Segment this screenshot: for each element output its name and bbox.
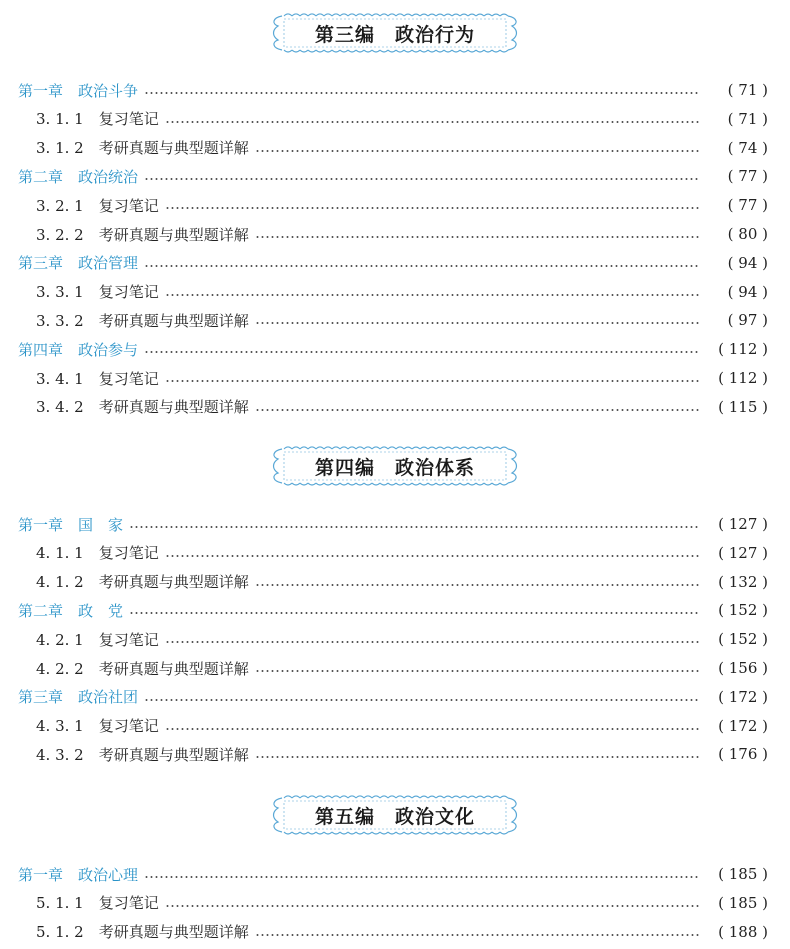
- toc-chapter-row[interactable]: [0, 162, 790, 190]
- toc-chapter-row[interactable]: [0, 510, 790, 538]
- page-number: 71: [738, 109, 758, 128]
- toc-entry-label: 第三章 政治社团: [18, 688, 139, 707]
- toc-section-row[interactable]: [0, 393, 790, 421]
- dot-leader: [255, 584, 700, 586]
- toc-entry-label: 4. 1. 2 考研真题与典型题详解: [36, 573, 249, 592]
- toc-entry-label: 3. 3. 1 复习笔记: [36, 283, 159, 302]
- dot-leader: [255, 322, 700, 324]
- page-number: 185: [728, 865, 758, 883]
- toc-entry-page: ( 185 ): [718, 865, 768, 883]
- page-number: 156: [728, 659, 758, 677]
- dot-leader: [165, 641, 700, 643]
- toc-entry-page: ( 132 ): [718, 572, 768, 591]
- page-number: 172: [728, 716, 758, 735]
- toc-section-row[interactable]: [0, 105, 790, 133]
- part-header: [270, 792, 520, 838]
- toc-section-row[interactable]: [0, 712, 790, 740]
- dot-leader: [255, 150, 700, 152]
- toc-entry-page: ( 172 ): [718, 716, 768, 735]
- toc-section-row[interactable]: [0, 918, 790, 946]
- toc-entry-page: ( 112 ): [718, 369, 768, 387]
- toc-entry-page: ( 152 ): [718, 601, 768, 620]
- toc-entry-page: ( 115 ): [718, 397, 768, 416]
- toc-entry-label: 3. 2. 2 考研真题与典型题详解: [36, 225, 249, 244]
- toc-chapter-row[interactable]: [0, 335, 790, 363]
- toc-section-row[interactable]: [0, 278, 790, 306]
- page-number: 94: [738, 282, 758, 301]
- dot-leader: [165, 905, 700, 907]
- toc-entry-page: ( 127 ): [718, 515, 768, 533]
- toc-entry-page: ( 127 ): [718, 543, 768, 562]
- toc-chapter-row[interactable]: [0, 860, 790, 888]
- toc-entry-page: ( 71 ): [727, 109, 768, 128]
- toc-section-row[interactable]: [0, 568, 790, 596]
- dot-leader: [144, 265, 700, 267]
- toc-entry-page: ( 71 ): [727, 81, 768, 99]
- page-number: 127: [728, 515, 758, 533]
- toc-chapter-row[interactable]: [0, 596, 790, 624]
- dot-leader: [255, 756, 700, 758]
- toc-entry-page: ( 185 ): [718, 893, 768, 912]
- page-number: 97: [738, 311, 758, 330]
- page-number: 176: [728, 745, 758, 764]
- toc-entry-page: ( 188 ): [718, 922, 768, 941]
- toc-entry-label: 3. 4. 1 复习笔记: [36, 369, 159, 388]
- page-number: 94: [738, 253, 758, 272]
- part-title: 第四编 政治体系: [314, 456, 475, 479]
- toc-chapter-row[interactable]: [0, 249, 790, 277]
- dot-leader: [165, 294, 700, 296]
- toc-entry-label: 3. 1. 1 复习笔记: [36, 110, 159, 129]
- dot-leader: [165, 728, 700, 730]
- toc-entry-page: ( 80 ): [727, 225, 768, 243]
- toc-section-row[interactable]: [0, 191, 790, 219]
- part-title: 第三编 政治行为: [314, 23, 475, 46]
- dot-leader: [165, 555, 700, 557]
- dot-leader: [255, 934, 700, 936]
- page-number: 112: [728, 340, 758, 359]
- toc-entry-page: ( 94 ): [727, 253, 768, 272]
- toc-entry-page: ( 156 ): [718, 659, 768, 677]
- toc-section-row[interactable]: [0, 625, 790, 653]
- toc-entry-label: 4. 3. 1 复习笔记: [36, 717, 159, 736]
- toc-section-row[interactable]: [0, 220, 790, 248]
- toc-entry-page: ( 112 ): [718, 340, 768, 359]
- dot-leader: [144, 876, 700, 878]
- toc-entry-page: ( 97 ): [727, 311, 768, 330]
- part-title: 第五编 政治文化: [314, 805, 475, 828]
- page-number: 172: [728, 687, 758, 706]
- page-number: 132: [728, 572, 758, 591]
- toc-entry-page: ( 77 ): [727, 167, 768, 186]
- page-number: 185: [728, 893, 758, 912]
- toc-chapter-row[interactable]: [0, 76, 790, 104]
- dot-leader: [144, 92, 700, 94]
- toc-entry-label: 3. 1. 2 考研真题与典型题详解: [36, 139, 249, 158]
- dot-leader: [165, 121, 700, 123]
- toc-entry-label: 第一章 政治心理: [18, 865, 139, 884]
- page-number: 152: [728, 601, 758, 620]
- toc-section-row[interactable]: [0, 306, 790, 334]
- toc-entry-label: 5. 1. 2 考研真题与典型题详解: [36, 923, 249, 942]
- page-number: 80: [738, 225, 758, 243]
- toc-entry-page: ( 77 ): [727, 196, 768, 215]
- dot-leader: [165, 207, 700, 209]
- dot-leader: [129, 612, 700, 614]
- toc-entry-label: 第一章 政治斗争: [18, 81, 139, 100]
- dot-leader: [165, 380, 700, 382]
- toc-entry-label: 第一章 国 家: [18, 515, 124, 534]
- toc-entry-label: 3. 4. 2 考研真题与典型题详解: [36, 398, 249, 417]
- toc-section-row[interactable]: [0, 539, 790, 567]
- dot-leader: [144, 351, 700, 353]
- toc-entry-label: 5. 1. 1 复习笔记: [36, 894, 159, 913]
- dot-leader: [255, 409, 700, 411]
- dot-leader: [255, 236, 700, 238]
- page-number: 152: [728, 630, 758, 649]
- toc-section-row[interactable]: [0, 134, 790, 162]
- toc-section-row[interactable]: [0, 654, 790, 682]
- toc-entry-label: 第二章 政 党: [18, 601, 124, 620]
- page-number: 112: [728, 369, 758, 387]
- toc-section-row[interactable]: [0, 364, 790, 392]
- page-number: 74: [738, 138, 758, 157]
- dot-leader: [144, 699, 700, 701]
- page-number: 115: [728, 397, 758, 416]
- part-header: [270, 10, 520, 56]
- toc-entry-label: 4. 2. 1 复习笔记: [36, 630, 159, 649]
- toc-entry-page: ( 176 ): [718, 745, 768, 764]
- toc-entry-page: ( 152 ): [718, 630, 768, 649]
- toc-chapter-row[interactable]: [0, 683, 790, 711]
- toc-section-row[interactable]: [0, 740, 790, 768]
- page-number: 188: [728, 922, 758, 941]
- toc-entry-page: ( 74 ): [727, 138, 768, 157]
- page-number: 71: [738, 81, 758, 99]
- toc-entry-label: 3. 2. 1 复习笔记: [36, 196, 159, 215]
- toc-entry-label: 4. 3. 2 考研真题与典型题详解: [36, 745, 249, 764]
- dot-leader: [144, 178, 700, 180]
- toc-entry-page: ( 172 ): [718, 687, 768, 706]
- toc-entry-label: 第四章 政治参与: [18, 340, 139, 359]
- toc-entry-label: 3. 3. 2 考研真题与典型题详解: [36, 311, 249, 330]
- toc-entry-label: 第二章 政治统治: [18, 167, 139, 186]
- dot-leader: [255, 670, 700, 672]
- toc-entry-label: 第三章 政治管理: [18, 254, 139, 273]
- page-number: 77: [738, 196, 758, 215]
- toc-entry-label: 4. 1. 1 复习笔记: [36, 544, 159, 563]
- toc-entry-label: 4. 2. 2 考研真题与典型题详解: [36, 659, 249, 678]
- dot-leader: [129, 526, 700, 528]
- page-number: 127: [728, 543, 758, 562]
- toc-entry-page: ( 94 ): [727, 282, 768, 301]
- part-header: [270, 443, 520, 489]
- toc-section-row[interactable]: [0, 889, 790, 917]
- page-number: 77: [738, 167, 758, 186]
